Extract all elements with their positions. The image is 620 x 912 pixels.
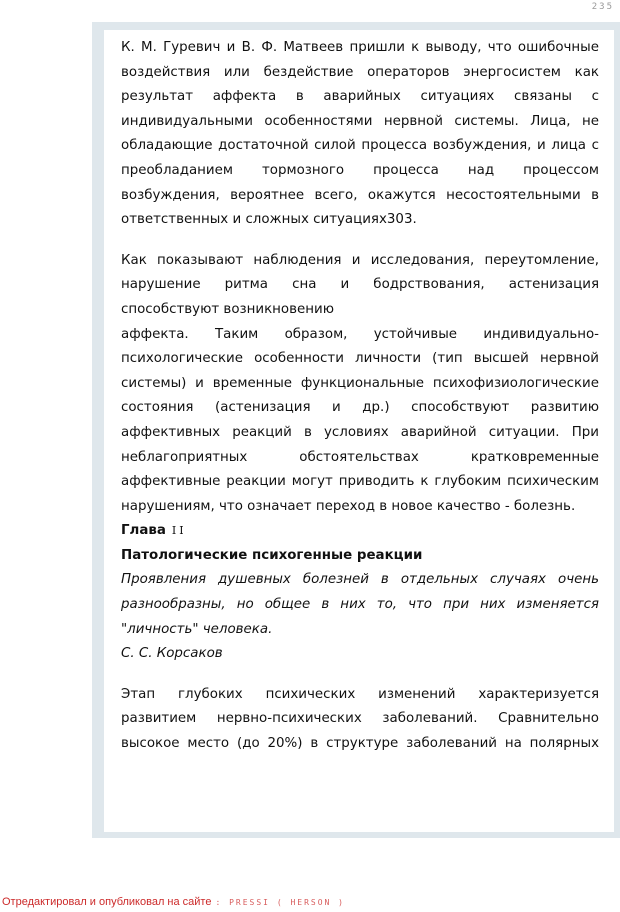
- footer-brand: : PRESSI ( HERSON ): [215, 898, 345, 907]
- epigraph-author: С. С. Корсаков: [121, 646, 223, 662]
- body-paragraph-1: К. М. Гуревич и В. Ф. Матвеев пришли к выводу, что ошибочные воздействия или бездействие операторов энергосистем как результат аффекта в аварийных ситуациях связаны с индивидуальными особенностями нервной системы. Лица, не обладающие достаточной силой процесса возбуждения, и лица с преобладанием тормозного процесса над процессом возбуждения, вероятнее всего, окажутся несостоятельными в ответственных и сложных ситуациях303.: [121, 40, 599, 228]
- page-content: [104, 30, 614, 832]
- chapter-label: [121, 519, 599, 544]
- closing-paragraph: Этап глубоких психических изменений характеризуется развитием нервно-психических заболеваний. Сравнительно высокое место (до 20%) в структуре заболеваний на полярных: [121, 686, 599, 752]
- footer-credit: [2, 896, 345, 908]
- footer-text: Отредактировал и опубликовал на сайте: [2, 896, 212, 908]
- body-paragraph-2-start: Как показывают наблюдения и исследования, переутомление, нарушение ритма сна и бодрствования, астенизация способствуют возникновению: [121, 252, 599, 317]
- page-number: 235: [591, 2, 614, 12]
- chapter-label-text: Глава: [121, 523, 166, 539]
- epigraph-text: Проявления душевных болезней в отдельных случаях очень разнообразны, но общее в них то, что при них изменяется "личность" человека.: [121, 572, 599, 637]
- body-paragraph-2-continued: аффекта. Таким образом, устойчивые индивидуально-психологические особенности личности (тип высшей нервной системы) и временные функциональные психофизиологические состояния (астенизация и др.) способствуют развитию аффективных реакций в условиях аварийной ситуации. При неблагоприятных обстоятельствах кратковременные аффективные реакции могут приводить к глубоким психическим нарушениям, что означает переход в новое качество - болезнь.: [121, 326, 599, 514]
- chapter-title: Патологические психогенные реакции: [121, 547, 423, 563]
- text-column: [121, 36, 599, 757]
- chapter-number: II: [171, 524, 187, 538]
